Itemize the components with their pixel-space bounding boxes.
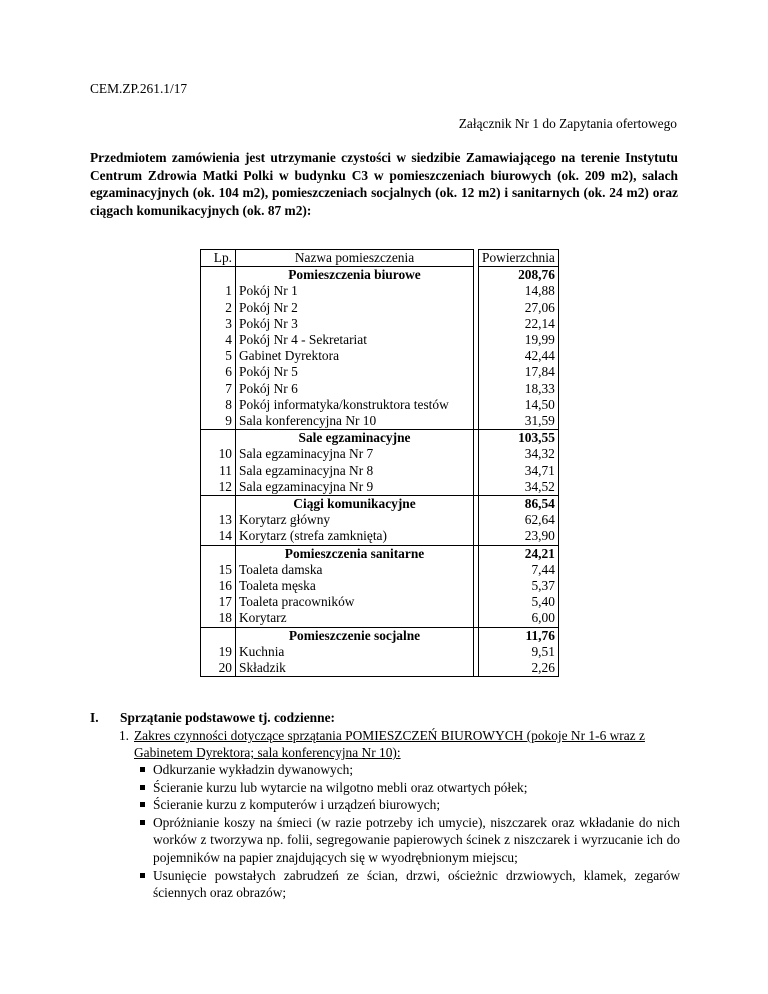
row-number: 13 [201, 512, 236, 528]
room-name: Składzik [236, 660, 474, 677]
room-area: 34,71 [479, 463, 559, 479]
room-name: Toaleta damska [236, 562, 474, 578]
square-bullet-icon [140, 785, 145, 790]
table-header-row [201, 250, 559, 267]
room-area: 5,37 [479, 578, 559, 594]
list-item: Ścieranie kurzu lub wytarcie na wilgotno mebli oraz otwartych półek; [90, 779, 680, 797]
rooms-table [200, 249, 559, 677]
group-total: 24,21 [479, 545, 559, 562]
room-area: 42,44 [479, 348, 559, 364]
section-daily-cleaning [90, 709, 680, 902]
header-name: Nazwa pomieszczenia [236, 250, 474, 267]
row-number: 14 [201, 528, 236, 545]
row-number: 15 [201, 562, 236, 578]
room-name: Toaleta pracowników [236, 594, 474, 610]
table-row [201, 512, 559, 528]
table-group-row [201, 545, 559, 562]
row-number: 17 [201, 594, 236, 610]
table-row [201, 397, 559, 413]
room-area: 34,32 [479, 446, 559, 462]
section-number: I. [90, 710, 99, 725]
room-area: 34,52 [479, 479, 559, 496]
list-item: Odkurzanie wykładzin dywanowych; [90, 761, 680, 779]
group-title: Ciągi komunikacyjne [236, 496, 474, 513]
room-area: 22,14 [479, 316, 559, 332]
room-name: Sala egzaminacyjna Nr 9 [236, 479, 474, 496]
table-row [201, 283, 559, 299]
group-total: 103,55 [479, 430, 559, 447]
room-name: Gabinet Dyrektora [236, 348, 474, 364]
square-bullet-icon [140, 767, 145, 772]
header-lp: Lp. [201, 250, 236, 267]
table-row [201, 578, 559, 594]
square-bullet-icon [140, 802, 145, 807]
table-row [201, 381, 559, 397]
room-area: 62,64 [479, 512, 559, 528]
intro-paragraph: Przedmiotem zamówienia jest utrzymanie czystości w siedzibie Zamawiającego na terenie Instytutu Centrum Zdrowia Matki Polki w budynku C3 w pomieszczeniach biurowych (ok. 209 m2), salach egzaminacyjnych (ok. 104 m2), pomieszczeniach socjalnych (ok. 12 m2) i sanitarnych (ok. 24 m2) oraz ciągach komunikacyjnych (ok. 87 m2): [90, 150, 678, 218]
table-row [201, 528, 559, 545]
room-name: Korytarz [236, 610, 474, 627]
room-name: Pokój informatyka/konstruktora testów [236, 397, 474, 413]
table-row [201, 348, 559, 364]
room-name: Kuchnia [236, 644, 474, 660]
row-number: 7 [201, 381, 236, 397]
square-bullet-icon [140, 820, 145, 825]
room-area: 18,33 [479, 381, 559, 397]
room-area: 17,84 [479, 364, 559, 380]
square-bullet-icon [140, 873, 145, 878]
reference-number: CEM.ZP.261.1/17 [90, 81, 188, 96]
room-name: Korytarz główny [236, 512, 474, 528]
annex-title: Załącznik Nr 1 do Zapytania ofertowego [458, 116, 677, 131]
table-row [201, 479, 559, 496]
row-number: 9 [201, 413, 236, 430]
room-name: Pokój Nr 6 [236, 381, 474, 397]
room-name: Pokój Nr 2 [236, 300, 474, 316]
item-text: Zakres czynności dotyczące sprzątania POMIESZCZEŃ BIUROWYCH (pokoje Nr 1-6 wraz z Gabinetem Dyrektora; sala konferencyjna Nr 10): [134, 728, 645, 760]
room-area: 14,50 [479, 397, 559, 413]
list-item: Ścieranie kurzu z komputerów i urządzeń biurowych; [90, 796, 680, 814]
list-item: Usunięcie powstałych zabrudzeń ze ścian, drzwi, ościeżnic drzwiowych, klamek, zegarów ściennych oraz obrazów; [90, 867, 680, 902]
list-item: Opróżnianie koszy na śmieci (w razie potrzeby ich umycie), niszczarek oraz wkładanie do nich worków z tworzywa np. folii, segregowanie papierowych ścinek z niszczarek i wyrzucanie ich do pojemników na papier znajdujących się w wyodrębnionym miejscu; [90, 814, 680, 867]
row-number: 8 [201, 397, 236, 413]
room-area: 27,06 [479, 300, 559, 316]
room-area: 6,00 [479, 610, 559, 627]
row-number: 12 [201, 479, 236, 496]
table-row [201, 562, 559, 578]
table-group-row [201, 496, 559, 513]
row-number: 3 [201, 316, 236, 332]
room-area: 14,88 [479, 283, 559, 299]
group-title: Pomieszczenia biurowe [236, 267, 474, 284]
row-number: 4 [201, 332, 236, 348]
table-body [201, 267, 559, 677]
table-row [201, 594, 559, 610]
room-area: 5,40 [479, 594, 559, 610]
group-total: 11,76 [479, 627, 559, 644]
row-number: 1 [201, 283, 236, 299]
room-name: Pokój Nr 1 [236, 283, 474, 299]
bullet-list [90, 761, 680, 902]
row-number: 16 [201, 578, 236, 594]
room-name: Sala egzaminacyjna Nr 7 [236, 446, 474, 462]
group-total: 86,54 [479, 496, 559, 513]
table-group-row [201, 267, 559, 284]
room-area: 23,90 [479, 528, 559, 545]
room-area: 31,59 [479, 413, 559, 430]
table-group-row [201, 627, 559, 644]
row-number: 11 [201, 463, 236, 479]
row-number: 18 [201, 610, 236, 627]
room-name: Korytarz (strefa zamknięta) [236, 528, 474, 545]
group-title: Sale egzaminacyjne [236, 430, 474, 447]
row-number: 10 [201, 446, 236, 462]
room-name: Pokój Nr 3 [236, 316, 474, 332]
item-number: 1. [118, 728, 129, 743]
table-group-row [201, 430, 559, 447]
room-name: Sala konferencyjna Nr 10 [236, 413, 474, 430]
row-number: 6 [201, 364, 236, 380]
row-number: 2 [201, 300, 236, 316]
room-area: 9,51 [479, 644, 559, 660]
table-row [201, 300, 559, 316]
table-row [201, 316, 559, 332]
group-title: Pomieszczenie socjalne [236, 627, 474, 644]
room-name: Toaleta męska [236, 578, 474, 594]
table-row [201, 364, 559, 380]
table-row [201, 463, 559, 479]
row-number: 19 [201, 644, 236, 660]
room-name: Pokój Nr 5 [236, 364, 474, 380]
table-row [201, 332, 559, 348]
row-number: 5 [201, 348, 236, 364]
group-title: Pomieszczenia sanitarne [236, 545, 474, 562]
table-row [201, 413, 559, 430]
room-name: Pokój Nr 4 - Sekretariat [236, 332, 474, 348]
table-row [201, 644, 559, 660]
header-area: Powierzchnia [479, 250, 559, 267]
group-total: 208,76 [479, 267, 559, 284]
table-row [201, 660, 559, 677]
table-row [201, 446, 559, 462]
room-name: Sala egzaminacyjna Nr 8 [236, 463, 474, 479]
table-row [201, 610, 559, 627]
room-area: 19,99 [479, 332, 559, 348]
row-number: 20 [201, 660, 236, 677]
room-area: 2,26 [479, 660, 559, 677]
room-area: 7,44 [479, 562, 559, 578]
section-title: Sprzątanie podstawowe tj. codzienne: [120, 710, 335, 725]
